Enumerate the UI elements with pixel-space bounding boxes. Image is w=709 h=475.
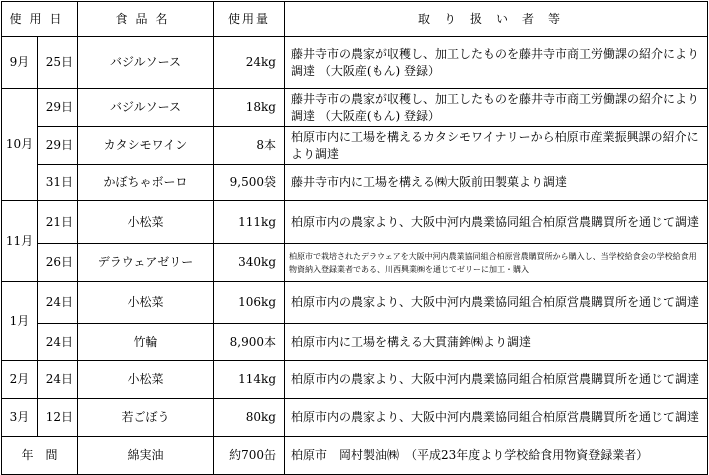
table-row [2,244,708,282]
food-cell: 綿実油 [78,437,214,475]
handler-cell: 柏原市内の農家より、大阪中河内農業協同組合柏原営農購買所を通じて調達 [285,361,708,399]
table-row [2,127,708,165]
food-cell: バジルソース [78,89,214,127]
month-cell: 10月 [2,89,38,201]
food-usage-table [1,1,708,475]
table-row [2,282,708,324]
day-cell: 29日 [38,89,78,127]
day-cell: 25日 [38,37,78,89]
handler-cell: 藤井寺市の農家が収穫し、加工したものを藤井寺市商工労働課の紹介により調達 （大阪産(もん) 登録） [285,37,708,89]
day-cell: 29日 [38,127,78,165]
amount-cell: 24kg [214,37,285,89]
table-row [2,89,708,127]
food-cell: デラウェアゼリー [78,244,214,282]
food-cell: 小松菜 [78,361,214,399]
table-row [2,399,708,437]
amount-cell: 9,500袋 [214,165,285,201]
day-cell: 12日 [38,399,78,437]
day-cell: 24日 [38,324,78,361]
month-cell: 11月 [2,201,38,282]
handler-cell: 藤井寺市の農家が収穫し、加工したものを藤井寺市商工労働課の紹介により調達 （大阪産(もん) 登録） [285,89,708,127]
month-cell: 3月 [2,399,38,437]
month-cell: 2月 [2,361,38,399]
header-row [2,2,708,37]
period-cell: 年 間 [2,437,78,475]
amount-cell: 8本 [214,127,285,165]
handler-cell: 柏原市内に工場を構える大貫蒲鉾㈱より調達 [285,324,708,361]
amount-cell: 111kg [214,201,285,244]
amount-cell: 8,900本 [214,324,285,361]
day-cell: 24日 [38,282,78,324]
day-cell: 26日 [38,244,78,282]
day-cell: 24日 [38,361,78,399]
handler-cell: 柏原市内の農家より、大阪中河内農業協同組合柏原営農購買所を通じて調達 [285,282,708,324]
food-cell: カタシモワイン [78,127,214,165]
table-row [2,165,708,201]
header-date: 使用日 [2,2,78,37]
header-food: 食品名 [78,2,214,37]
amount-cell: 約700缶 [214,437,285,475]
table-row [2,37,708,89]
handler-cell: 柏原市 岡村製油㈱ （平成23年度より学校給食用物資登録業者） [285,437,708,475]
month-cell: 1月 [2,282,38,361]
table-row [2,201,708,244]
handler-cell: 柏原市内の農家より、大阪中河内農業協同組合柏原営農購買所を通じて調達 [285,399,708,437]
handler-cell: 藤井寺市内に工場を構える㈱大阪前田製菓より調達 [285,165,708,201]
amount-cell: 106kg [214,282,285,324]
food-cell: 若ごぼう [78,399,214,437]
table-row [2,324,708,361]
food-cell: バジルソース [78,37,214,89]
handler-cell: 柏原市で栽培されたデラウェアを大阪中河内農業協同組合柏原営農購買所から購入し、当学校給食会の学校給食用物資納入登録業者である、川西興業㈱を通じてゼリーに加工・購入 [285,244,708,282]
day-cell: 21日 [38,201,78,244]
month-cell: 9月 [2,37,38,89]
food-cell: 小松菜 [78,201,214,244]
header-amount: 使用量 [214,2,285,37]
amount-cell: 80kg [214,399,285,437]
amount-cell: 18kg [214,89,285,127]
handler-cell: 柏原市内の農家より、大阪中河内農業協同組合柏原営農購買所を通じて調達 [285,201,708,244]
food-cell: 小松菜 [78,282,214,324]
day-cell: 31日 [38,165,78,201]
handler-cell: 柏原市内に工場を構えるカタシモワイナリーから柏原市産業振興課の紹介により調達 [285,127,708,165]
food-cell: かぼちゃボーロ [78,165,214,201]
amount-cell: 114kg [214,361,285,399]
table-row [2,361,708,399]
amount-cell: 340kg [214,244,285,282]
header-handler: 取り扱い者等 [285,2,708,37]
food-cell: 竹輪 [78,324,214,361]
